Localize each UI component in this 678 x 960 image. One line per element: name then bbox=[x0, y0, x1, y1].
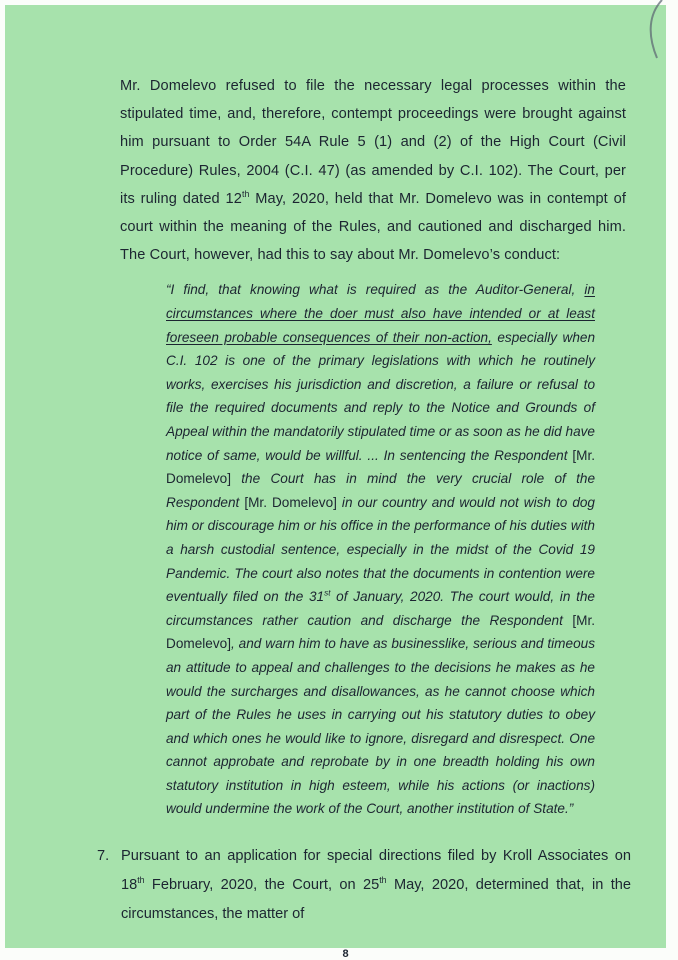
page-number: 8 bbox=[342, 948, 349, 960]
numbered-paragraph-7 bbox=[97, 842, 631, 929]
court-ruling-quote: “I find, that knowing what is required as the Auditor-General, in circumstances where the doer must also have intended or at least foreseen probable consequences of their non-action, especially when C.I. 102 is one of the primary legislations with which he routinely works, exercises his jurisdiction and discretion, a failure or refusal to file the required documents and reply to the Notice and Grounds of Appeal within the mandatorily stipulated time or as soon as he did have notice of same, would be willful. ... In sentencing the Respondent [Mr. Domelevo] the Court has in mind the very crucial role of the Respondent [Mr. Domelevo] in our country and would not wish to dog him or discourage him or his office in the performance of his duties with a harsh custodial sentence, especially in the midst of the Covid 19 Pandemic. The court also notes that the documents in contention were eventually filed on the 31st of January, 2020. The court would, in the circumstances rather caution and discharge the Respondent [Mr. Domelevo], and warn him to have as businesslike, serious and timeous an attitude to appeal and challenges to the decisions he makes as he would the surcharges and disallowances, as he cannot choose which part of the Rules he uses in carrying out his statutory duties to obey and which ones he would like to ignore, disregard and disrespect. One cannot approbate and reprobate by in one breadth holding his own statutory institution in high esteem, while his actions (or inactions) would undermine the work of the Court, another institution of State.” bbox=[166, 282, 596, 817]
paragraph-number: 7. bbox=[97, 848, 110, 865]
intro-paragraph: Mr. Domelevo refused to file the necessary legal processes within the stipulated time, and, therefore, contempt proceedings were brought against him pursuant to Order 54A Rule 5 (1) and (2) of the High Court (Civil Procedure) Rules, 2004 (C.I. 47) (as amended by C.I. 102). The Court, per its ruling dated 12th May, 2020, held that Mr. Domelevo was in contempt of court within the meaning of the Rules, and cautioned and discharged him. The Court, however, had this to say about Mr. Domelevo’s conduct: bbox=[120, 78, 626, 264]
document-page bbox=[5, 5, 666, 960]
paragraph-7-text: Pursuant to an application for special directions filed by Kroll Associates on 18th February, 2020, the Court, on 25th May, 2020, determined that, in the circumstances, the matter of bbox=[121, 848, 631, 923]
scan-edge-artifact bbox=[632, 0, 672, 65]
